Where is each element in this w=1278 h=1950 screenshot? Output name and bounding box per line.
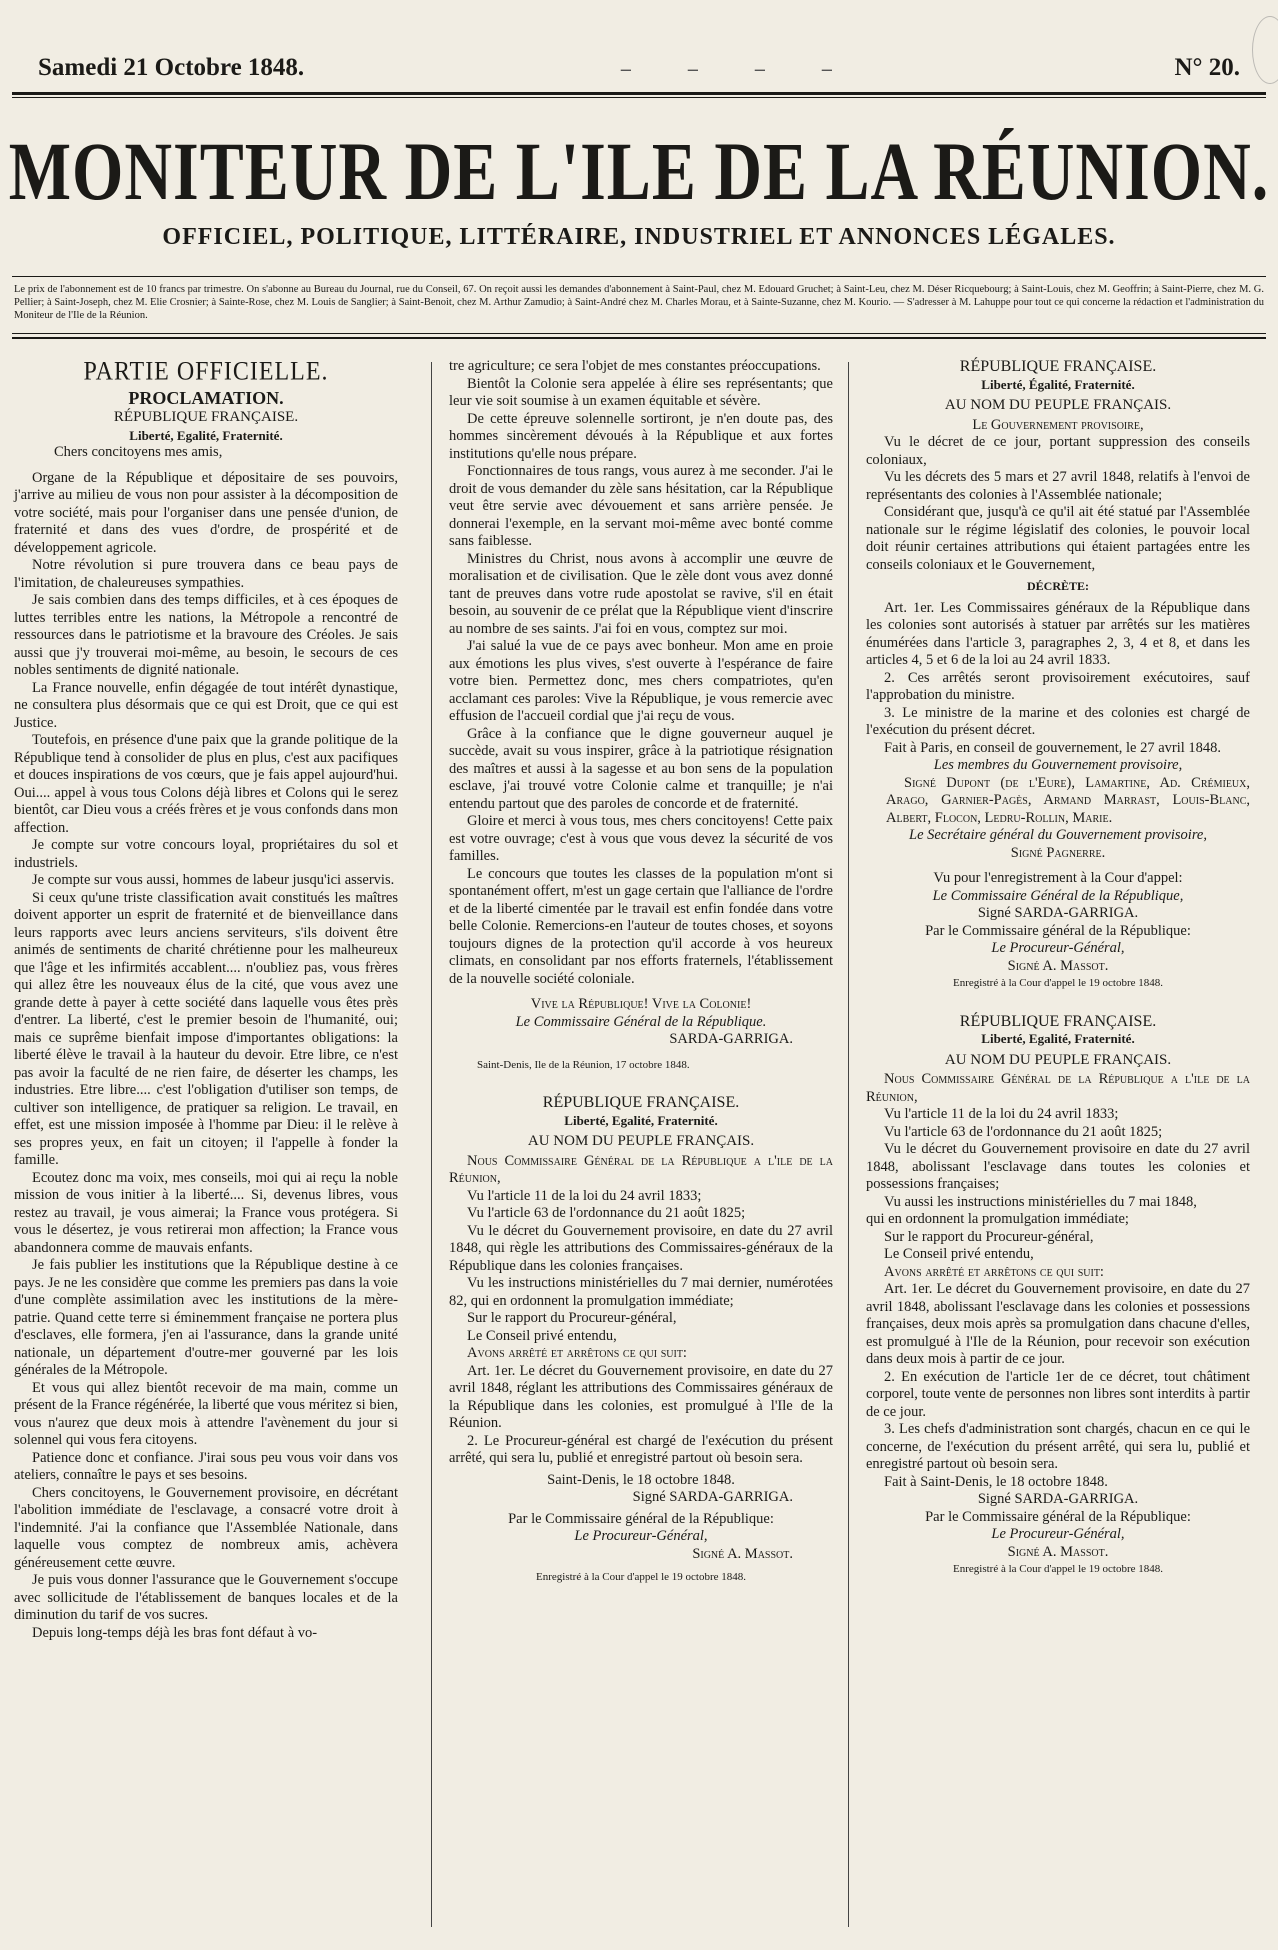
top-rule-thin — [12, 97, 1266, 98]
enregistrement-note: Enregistré à la Cour d'appel le 19 octobre 1848. — [536, 1571, 746, 1583]
au-nom-heading-4: AU NOM DU PEUPLE FRANÇAIS. — [944, 1051, 1172, 1068]
signature-line: Signé SARDA-GARRIGA. — [632, 1489, 793, 1505]
signature-massot-4: Signé A. Massot. — [1007, 1543, 1109, 1560]
proclamation-title: PROCLAMATION. — [128, 387, 284, 408]
paragraph: Ministres du Christ, nous avons à accomplir une œuvre de moralisation et de civilisation. Que le zèle dont vous avez donné tant de preuves dans votre rude apostolat se ravive, s'il en était besoin, au souvenir de ce prélat que la République vient d'inscrire au nombre de ses saints. J'ai foi en vous, comptez sur moi. — [449, 550, 833, 637]
republique-heading: RÉPUBLIQUE FRANÇAISE. — [113, 409, 299, 425]
library-stamp — [1252, 16, 1278, 84]
procureur-title: Le Procureur-Général, — [574, 1528, 708, 1544]
motto-3: Liberté, Égalité, Fraternité. — [981, 376, 1135, 392]
masthead-subtitle: OFFICIEL, POLITIQUE, LITTÉRAIRE, INDUSTRIEL ET ANNONCES LÉGALES. — [162, 224, 1116, 250]
article: Art. 1er. Les Commissaires généraux de la République dans les colonies sont autorisés à statuer par arrêtés sur les matières énumérées dans l'article 3, paragraphes 2, 3, 4 et 8, et dans les articles 4, 5 et 6 de la loi au 24 avril 1833. — [866, 599, 1250, 668]
vu-line: Vu l'article 11 de la loi du 24 avril 1833; — [884, 1106, 1119, 1122]
article: Art. 1er. Le décret du Gouvernement provisoire, en date du 27 avril 1848, abolissant l'esclavage dans les colonies et possessions françaises, deux mois après sa promulgation dans chacune d'elles, est promulgué à l'Ile de la Réunion, pour recevoir son exécution dans deux mois à partir de ce jour. — [866, 1281, 1250, 1367]
par-line-4: Par le Commissaire général de la République: — [925, 1508, 1191, 1525]
signature-sarda: SARDA-GARRIGA. — [669, 1031, 793, 1047]
signature-sarda-4: Signé SARDA-GARRIGA. — [977, 1491, 1139, 1507]
paragraph: Je puis vous donner l'assurance que le Gouvernement s'occupe avec sollicitude de l'établissement de banques locales et de la diminution du tarif de vos sucres. — [14, 1572, 398, 1623]
paragraph: Et vous qui allez bientôt recevoir de ma main, comme un présent de la France régénérée, la liberté que vous méritez si bien, vous n'aurez que deux mois à attendre l'avènement du jour si solennel qui vous fera citoyens. — [14, 1379, 398, 1448]
paragraph: Fonctionnaires de tous rangs, vous aurez à me seconder. J'ai le droit de vous demander du zèle sans hésitation, car la République veut être servie avec dévouement et sans arrière pensée. Je donnerai l'exemple, en la servant moi-même avec bonté comme sans faiblesse. — [449, 463, 833, 549]
ordonnent-line: qui en ordonnent la promulgation immédiate; — [866, 1211, 1129, 1227]
arrete-line: Avons arrêté et arrêtons ce qui suit: — [467, 1345, 687, 1361]
conseil-line: Le Conseil privé entendu, — [467, 1327, 617, 1344]
paragraph: Patience donc et confiance. J'irai sous peu vous voir dans vos ateliers, connaître le pays et ses besoins. — [14, 1449, 398, 1483]
paragraph: Grâce à la confiance que le digne gouverneur auquel je succède, avait su vous inspirer, grâce à la patriotique résignation des maîtres et aussi à la sagesse et au bon sens de la population esclave, j'ai trouvé votre Colonie calme et tranquille; je n'ai entendu partout que des paroles de concorde et de fraternité. — [449, 725, 833, 812]
rapport-line: Sur le rapport du Procureur-général, — [467, 1310, 677, 1326]
paragraph: Je sais combien dans des temps difficiles, et à ces époques de luttes terribles entre les nations, la Métropole a rencontré de ressources dans le patriotisme et la bravoure des Créoles. Je sais aussi que j'y trouverai moi-même, au besoin, le secours de ces nobles sentiments de dignité nationale. — [14, 592, 398, 678]
vu-line: Vu le décret de ce jour, portant suppression des conseils coloniaux, — [866, 434, 1250, 468]
vu-line: Vu le décret du Gouvernement provisoire, en date du 27 avril 1848, qui règle les attributions des Commissaires-généraux de la République dans les colonies françaises. — [449, 1222, 833, 1274]
vu-line: Vu les décrets des 5 mars et 27 avril 1848, relatifs à l'envoi de représentants des colonies à l'Assemblée nationale; — [866, 469, 1250, 503]
paragraph: Je compte sur vous aussi, hommes de labeur jusqu'ici asservis. — [32, 872, 395, 888]
paragraph: J'ai salué la vue de ce pays avec bonheur. Mon ame en proie aux émotions les plus vives, s'est ouverte à l'espérance de faire votre bien. Permettez donc, mes chers compatriotes, qu'en acclamant ces paroles: Vive la République, je vous remercie avec effusion de l'accueil cordial que j'ai reçu de vous. — [449, 638, 833, 724]
place-date: Saint-Denis, Ile de la Réunion, 17 octobre 1848. — [477, 1058, 690, 1071]
vu-line: Vu l'article 63 de l'ordonnance du 21 août 1825; — [467, 1205, 746, 1221]
par-line: Par le Commissaire général de la République: — [508, 1510, 774, 1527]
procureur-title-4: Le Procureur-Général, — [991, 1526, 1125, 1542]
top-rule — [12, 92, 1266, 95]
arrete-line: Avons arrêté et arrêtons ce qui suit: — [884, 1263, 1104, 1280]
vu-line: Vu l'article 63 de l'ordonnance du 21 août 1825; — [884, 1123, 1163, 1140]
date-line: Saint-Denis, le 18 octobre 1848. — [547, 1471, 735, 1488]
vive-la-republique: Vive la République! Vive la Colonie! — [530, 996, 752, 1012]
fait-line: Fait à Paris, en conseil de gouvernement, le 27 avril 1848. — [884, 739, 1222, 756]
considerant: Considérant que, jusqu'à ce qu'il ait été statué par l'Assemblée nationale sur le régime législatif des colonies, le pouvoir local doit réunir certaines attributions qui étaient partagées entre les conseils coloniaux et le Gouvernement, — [866, 504, 1250, 573]
decrete-heading: DÉCRÈTE: — [1026, 579, 1089, 593]
vu-line: Vu le décret du Gouvernement provisoire en date du 27 avril 1848, abolissant l'esclavage dans toutes les colonies et possessions françaises; — [866, 1141, 1250, 1192]
paragraph: Gloire et merci à vous tous, mes chers concitoyens! Cette paix est votre ouvrage; c'est à vous que vous devez la sécurité de vos familles. — [449, 813, 833, 864]
salutation: Chers concitoyens mes amis, — [54, 444, 223, 460]
article: Art. 1er. Le décret du Gouvernement provisoire, en date du 27 avril 1848, réglant les attributions des Commissaires généraux de la République dans les colonies, est promulgué à l'Ile de la Réunion. — [449, 1362, 833, 1431]
paragraph: Si ceux qu'une triste classification avait constitués les maîtres doivent apporter un esprit de fraternité et de bienveillance dans leurs rapports avec leurs anciens serviteurs, s'ils doivent être animés de sentiments de charité chrétienne pour les malheureux que l'âge et les infirmités accablent.... n'oubliez pas, vous frères qui allez être les nouveaux élus de la cité, que vous avez une grande dette à payer à cette société dans laquelle vous êtes près d'entrer. La liberté, c'est le premier besoin de l'humanité, oui; mais ce suprême bienfait impose d'importantes obligations: la liberté élève le travail à la hauteur du devoir. Etre libre, ce n'est pas avoir la faculté de ne rien faire, de déserter les champs, les industries. Etre libre.... c'est l'obligation d'utiliser son temps, de cultiver son intelligence, de pratiquer sa religion. Le travail, en effet, est une mission imposée à l'homme par Dieu: il le relève à ses propres yeux, en fait un citoyen; il l'appelle à fonder la famille. — [14, 889, 398, 1168]
section-title: PARTIE OFFICIELLE. — [83, 357, 329, 387]
signatories: Signé Dupont (de l'Eure), Lamartine, Ad. Crémieux, Arago, Garnier-Pagès, Armand Marrast, Louis-Blanc, Albert, Flocon, Ledru-Rollin, Marie. — [886, 774, 1250, 826]
article: 2. Le Procureur-général est chargé de l'exécution du présent arrêté, qui sera lu, publié et enregistré partout où besoin sera. — [449, 1432, 833, 1466]
motto-2: Liberté, Egalité, Fraternité. — [564, 1112, 718, 1128]
paragraph: Toutefois, en présence d'une paix que la grande politique de la République tend à consolider de plus en plus, c'est aux pacifiques et douces inspirations de vos cœurs, que je fais appel aujourd'hui. Oui.... appel à vous tous Colons déjà libres et Colons qui le serez bientôt, car Dieu vous a créés frères et je vous confonds dans mon affection. — [14, 732, 398, 836]
au-nom-heading-3: AU NOM DU PEUPLE FRANÇAIS. — [944, 397, 1172, 413]
republique-heading-2: RÉPUBLIQUE FRANÇAISE. — [542, 1094, 740, 1111]
membres-line: Les membres du Gouvernement provisoire, — [933, 757, 1183, 773]
paragraph: Organe de la République et dépositaire de ses pouvoirs, j'arrive au milieu de vous non pour assister à la décomposition de votre société, mais pour l'organiser dans une pensée d'union, de fraternité et dans des vues d'ordre, de prospérité et de développement agricole. — [14, 469, 398, 556]
vu-line: Vu aussi les instructions ministérielles du 7 mai 1848, — [884, 1193, 1197, 1210]
paragraph: Je fais publier les institutions que la République destine à ce pays. Je ne les considère que comme les premiers pas dans la voie d'une complète assimilation avec les institutions de la mère-patrie. Quand cette terre si éminemment française ne portera plus d'esclaves, elle formera, j'en ai l'assurance, dans la grande unité nationale, un département d'outre-mer gouverné par les lois générales de la Métropole. — [14, 1257, 398, 1378]
article: 2. En exécution de l'article 1er de ce décret, tout châtiment corporel, toute vente de personnes non libres sont interdits à partir de ce jour. — [866, 1368, 1250, 1420]
conseil-line: Le Conseil privé entendu, — [884, 1246, 1034, 1262]
signature-pagnerre: Signé Pagnerre. — [1010, 844, 1106, 861]
paragraph: Ecoutez donc ma voix, mes conseils, moi qui ai reçu la noble mission de vous initier à la liberté.... Si, devenus libres, vous restez au travail, je vous aimerai; la France vous protégera. Si vous le désertez, je vous retirerai mon affection; la France vous abandonnera comme de mauvais enfants. — [14, 1169, 398, 1256]
rapport-line: Sur le rapport du Procureur-général, — [884, 1228, 1094, 1245]
column-3 — [866, 358, 1250, 1579]
paragraph: La France nouvelle, enfin dégagée de tout intérêt dynastique, ne consultera plus désormais que ce qui est Droit, que ce qui est Justice. — [14, 679, 398, 731]
paragraph: Depuis long-temps déjà les bras font défaut à vo- — [32, 1624, 318, 1641]
secretaire-line: Le Secrétaire général du Gouvernement provisoire, — [909, 827, 1207, 843]
procureur-title-3: Le Procureur-Général, — [991, 940, 1125, 956]
motto-4: Liberté, Egalité, Fraternité. — [981, 1031, 1135, 1046]
gouvernement-provisoire: Le Gouvernement provisoire, — [972, 416, 1144, 433]
dateline — [38, 54, 1240, 82]
column-rule-1 — [431, 362, 432, 1927]
paragraph: tre agriculture; ce sera l'objet de mes constantes préoccupations. — [449, 358, 821, 374]
nous-commissaire-3: Nous Commissaire Général de la République a l'ile de la Réunion, — [866, 1071, 1250, 1105]
issue-date: Samedi 21 Octobre 1848. — [38, 54, 305, 81]
signature-sarda-3: Signé SARDA-GARRIGA. — [977, 905, 1139, 921]
paragraph: Le concours que toutes les classes de la population m'ont si spontanément offert, m'est un gage certain que l'alliance de l'ordre et de la liberté cimentée par le travail est enfin fondée dans votre belle Colonie. Remercions-en l'auteur de toutes choses, et soyons toujours dignes de la protection qu'il accorde à vos heureux climats, en consolidant par nos efforts fraternels, l'établissement de la nouvelle société coloniale. — [449, 865, 833, 987]
nous-commissaire: Nous Commissaire Général de la République a l'ile de la Réunion, — [449, 1152, 833, 1186]
notice-rule-bottom-thick — [12, 337, 1266, 339]
vu-line: Vu les instructions ministérielles du 7 mai dernier, numérotées 82, qui en ordonnent la promulgation immédiate; — [449, 1275, 833, 1309]
column-rule-2 — [848, 362, 849, 1927]
paragraph: Chers concitoyens, le Gouvernement provisoire, en décrétant l'abolition immédiate de l'esclavage, a consacré votre droit à l'indemnité. J'ai la confiance que l'Assemblée Nationale, dans laquelle vous comptez de nombreux amis, achèvera généreusement cette œuvre. — [14, 1484, 398, 1571]
article: 3. Les chefs d'administration sont chargés, chacun en ce qui le concerne, de l'exécution du présent arrêté, qui sera lu, publié et enregistré partout où besoin sera. — [866, 1421, 1250, 1472]
fait-line: Fait à Saint-Denis, le 18 octobre 1848. — [884, 1473, 1108, 1490]
issue-number: N° 20. — [1174, 54, 1240, 81]
au-nom-heading: AU NOM DU PEUPLE FRANÇAIS. — [527, 1133, 755, 1149]
par-line-3: Par le Commissaire général de la République: — [925, 922, 1191, 939]
dateline-dashes: – – – – — [620, 58, 858, 80]
notice-rule-bottom — [12, 333, 1266, 334]
column-1 — [14, 358, 398, 1642]
paragraph: De cette épreuve solennelle sortiront, je n'en doute pas, des hommes sincèrement dévoués à la République et aux fortes institutions qu'elle nous prépare. — [449, 410, 833, 462]
paragraph: Je compte sur votre concours loyal, propriétaires du sol et industriels. — [14, 837, 398, 871]
paragraph: Notre révolution si pure trouvera dans ce beau pays de l'imitation, de chaleureuses sympathies. — [14, 557, 398, 591]
vu-pour-enregistrement: Vu pour l'enregistrement à la Cour d'appel: — [933, 870, 1183, 886]
republique-heading-4: RÉPUBLIQUE FRANÇAISE. — [959, 1012, 1157, 1030]
article: 3. Le ministre de la marine et des colonies est chargé de l'exécution du présent décret. — [866, 704, 1250, 738]
enregistrement-note-3: Enregistré à la Cour d'appel le 19 octobre 1848. — [953, 977, 1163, 989]
commissaire-title: Le Commissaire Général de la République. — [515, 1013, 767, 1030]
motto: Liberté, Egalité, Fraternité. — [129, 427, 283, 443]
vu-line: Vu l'article 11 de la loi du 24 avril 1833; — [467, 1187, 702, 1204]
signature-massot: Signé A. Massot. — [692, 1545, 793, 1562]
republique-heading-3: RÉPUBLIQUE FRANÇAISE. — [959, 358, 1157, 375]
masthead-title: MONITEUR DE L'ILE DE LA RÉUNION. — [8, 126, 1270, 218]
paragraph: Bientôt la Colonie sera appelée à élire ses représentants; que leur vie soit soumise à un examen équitable et sévère. — [449, 375, 833, 409]
article: 2. Ces arrêtés seront provisoirement exécutoires, sauf l'approbation du ministre. — [866, 669, 1250, 703]
subscription-notice: Le prix de l'abonnement est de 10 francs par trimestre. On s'abonne au Bureau du Journal, rue du Conseil, 67. On reçoit aussi les demandes d'abonnement à Saint-Paul, chez M. Edouard Gruchet; à Saint-Leu, chez M. Déser Ricquebourg; à Saint-Louis, chez M. Geoffrin; à Saint-Pierre, chez M. G. Pellier; à Saint-Joseph, chez M. Elie Crosnier; à Sainte-Rose, chez M. Louis de Sanglier; à Saint-Benoit, chez M. Arthur Zamudio; à Saint-André chez M. Charles Morau, et à Sainte-Suzanne, chez M. Kourio. — S'adresser à M. Lahuppe pour tout ce qui concerne la rédaction et l'administration du Moniteur de l'Ile de la Réunion. — [14, 284, 1264, 321]
notice-rule-top — [12, 276, 1266, 277]
column-2 — [449, 358, 833, 1587]
signature-massot-3: Signé A. Massot. — [1007, 957, 1109, 974]
commissaire-title-3: Le Commissaire Général de la République, — [932, 887, 1184, 904]
enregistrement-note-4: Enregistré à la Cour d'appel le 19 octobre 1848. — [953, 1563, 1163, 1575]
